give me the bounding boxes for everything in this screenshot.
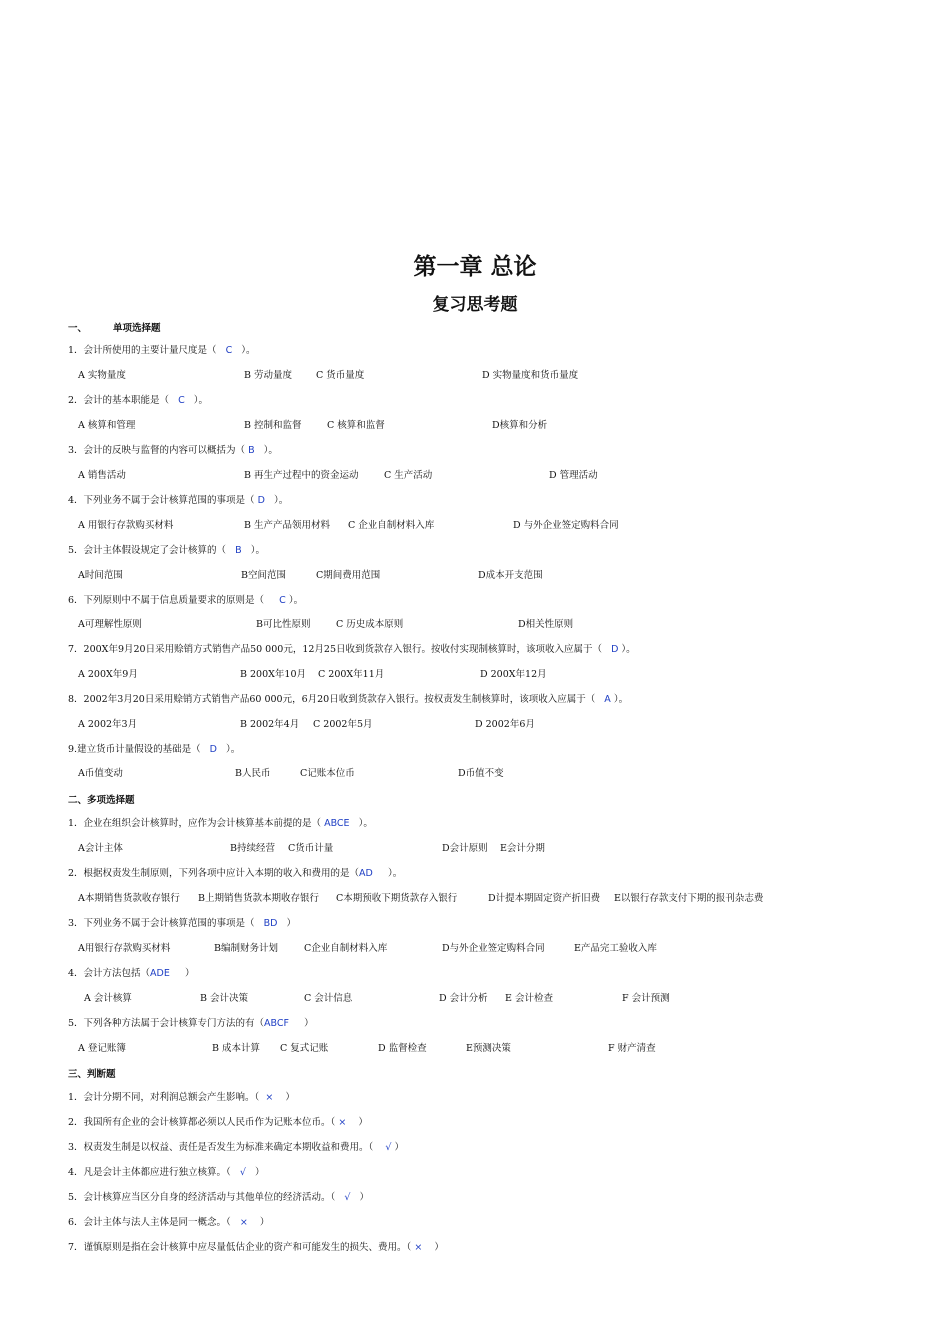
question-text: 5．会计主体假设规定了会计核算的（	[68, 545, 236, 556]
option: B空间范围	[241, 570, 286, 581]
option: A本期销售货款收存银行	[78, 893, 180, 904]
option: D 会计分析	[439, 993, 488, 1004]
section-heading-true-false: 三、判断题	[68, 1069, 116, 1080]
question-tail: ）。	[241, 545, 265, 556]
option: D 200X年12月	[480, 669, 547, 680]
section-title: 单项选择题	[113, 323, 161, 334]
option: E 会计检查	[505, 993, 553, 1004]
question-tail: ）。	[349, 818, 373, 829]
question-tail: ）。	[610, 694, 629, 705]
answer: C	[178, 395, 185, 406]
answer-mark: ×	[414, 1242, 423, 1253]
option: D相关性原则	[518, 619, 574, 630]
section-number: 一、	[68, 323, 88, 334]
option: B编制财务计划	[214, 943, 278, 954]
question	[68, 1191, 369, 1204]
option: E会计分期	[500, 843, 545, 854]
question	[68, 817, 373, 830]
question-tail: ）。	[618, 644, 636, 655]
chapter-title: 第一章 总论	[413, 254, 537, 280]
option: C本期预收下期货款存入银行	[336, 893, 458, 904]
question	[68, 1141, 404, 1154]
option: B 生产产品领用材料	[244, 520, 331, 531]
option: A时间范围	[78, 570, 123, 581]
question-tail: ）	[169, 968, 195, 979]
question-text: 1．企业在组织会计核算时，应作为会计核算基本前提的是（	[68, 818, 325, 829]
question	[68, 344, 256, 357]
question-tail: ）	[245, 1167, 265, 1178]
answer: A	[604, 694, 611, 705]
answer-mark: ×	[239, 1217, 248, 1228]
option: A 2002年3月	[78, 719, 138, 730]
question	[68, 594, 303, 607]
question	[68, 917, 296, 930]
option: C 生产活动	[384, 470, 433, 481]
option: C 2002年5月	[313, 719, 373, 730]
question-text: 3．下列业务不属于会计核算范围的事项是（	[68, 918, 264, 929]
question-tail: ）	[346, 1117, 368, 1128]
question	[68, 643, 636, 656]
question-text: 1．会计分期不同，对利润总额会产生影响。（	[68, 1092, 266, 1103]
question	[68, 1166, 264, 1179]
question-text: 5．会计核算应当区分自身的经济活动与其他单位的经济活动。（	[68, 1192, 345, 1203]
option: F 会计预测	[622, 993, 670, 1004]
option: A 登记账簿	[78, 1043, 126, 1054]
page-subtitle: 复习思考题	[432, 295, 518, 315]
option: C记账本位币	[300, 768, 355, 779]
question	[68, 1091, 295, 1104]
question-text: 6．会计主体与法人主体是同一概念。（	[68, 1217, 240, 1228]
question-tail: ）。	[232, 345, 256, 356]
option: B 控制和监督	[244, 420, 302, 431]
option: C 200X年11月	[318, 669, 385, 680]
answer-mark: √	[344, 1192, 351, 1203]
option: A会计主体	[78, 843, 123, 854]
option: B可比性原则	[256, 619, 311, 630]
option: E产品完工验收入库	[574, 943, 657, 954]
question	[68, 1116, 368, 1129]
option: C 会计信息	[304, 993, 353, 1004]
option: E预测决策	[466, 1043, 511, 1054]
option: B上期销售货款本期收存银行	[198, 893, 319, 904]
question-tail: ）	[277, 918, 297, 929]
option: A 销售活动	[78, 470, 126, 481]
option: A币值变动	[78, 768, 123, 779]
option: D与外企业签定购料合同	[442, 943, 545, 954]
question	[68, 1241, 444, 1254]
question-tail: ）。	[285, 595, 304, 606]
answer-mark: ×	[265, 1092, 274, 1103]
question	[68, 693, 628, 706]
section-heading-multiple-choice: 二、多项选择题	[68, 795, 135, 806]
question-tail: ）。	[254, 445, 278, 456]
answer-mark: ×	[338, 1117, 347, 1128]
question	[68, 1017, 314, 1030]
answer-mark: √	[239, 1167, 246, 1178]
question	[68, 1216, 269, 1229]
question-tail: ）	[350, 1192, 369, 1203]
question-tail: ）	[247, 1217, 270, 1228]
answer: D	[257, 495, 265, 506]
question-text: 8．2002年3月20日采用赊销方式销售产品60 000元，6月20日收到货款存入银行。按权责发生制核算时，该项收入应属于（	[68, 694, 605, 705]
question	[68, 494, 288, 507]
section-heading-single-choice	[68, 320, 161, 334]
question-text: 4．凡是会计主体都应进行独立核算。（	[68, 1167, 240, 1178]
question-text: 1．会计所使用的主要计量尺度是（	[68, 345, 226, 356]
question-text: 3．会计的反映与监督的内容可以概括为（	[68, 445, 249, 456]
question	[68, 867, 402, 880]
question	[68, 444, 278, 457]
option: B人民币	[235, 768, 271, 779]
answer: B	[248, 445, 255, 456]
option: B 成本计算	[212, 1043, 261, 1054]
option: D会计原则	[442, 843, 488, 854]
option: B 200X年10月	[240, 669, 306, 680]
option: D 管理活动	[549, 470, 598, 481]
question-text: 4．下列业务不属于会计核算范围的事项是（	[68, 495, 258, 506]
option: A 核算和管理	[78, 420, 136, 431]
option: C 货币量度	[316, 370, 365, 381]
option: B 劳动量度	[244, 370, 293, 381]
question-text: 7．谨慎原则是指在会计核算中应尽量低估企业的资产和可能发生的损失、费用。（	[68, 1242, 415, 1253]
option: C货币计量	[288, 843, 334, 854]
answer-mark: √	[385, 1142, 392, 1153]
question-text: 5．下列各种方法属于会计核算专门方法的有（	[68, 1018, 265, 1029]
option: D 2002年6月	[475, 719, 535, 730]
answer: AD	[359, 868, 373, 879]
question-tail: ）。	[264, 495, 289, 506]
option: A可理解性原则	[78, 619, 142, 630]
option: D 监督检查	[378, 1043, 427, 1054]
option: C企业自制材料入库	[304, 943, 388, 954]
option: C 历史成本原则	[336, 619, 404, 630]
question-text: 2．我国所有企业的会计核算都必须以人民币作为记账本位币。（	[68, 1117, 339, 1128]
question-text: 2．根据权责发生制原则，下列各项中应计入本期的收入和费用的是（	[68, 868, 360, 879]
question-text: 6．下列原则中不属于信息质量要求的原则是（	[68, 595, 280, 606]
option: D币值不变	[458, 768, 504, 779]
question	[68, 394, 208, 407]
answer: D	[209, 744, 217, 755]
option: B 会计决策	[200, 993, 249, 1004]
question-text: 4．会计方法包括（	[68, 968, 151, 979]
question-tail: ）。	[216, 744, 241, 755]
answer: ADE	[150, 968, 170, 979]
question-tail: ）。	[372, 868, 403, 879]
answer: B	[235, 545, 242, 556]
question-tail: ）。	[184, 395, 209, 406]
option: C 复式记账	[280, 1043, 329, 1054]
option: C期间费用范围	[316, 570, 381, 581]
question-text: 2．会计的基本职能是（	[68, 395, 179, 406]
option: C 企业自制材料入库	[348, 520, 435, 531]
option: C 核算和监督	[327, 420, 385, 431]
question	[68, 544, 265, 557]
option: D 与外企业签定购料合同	[513, 520, 619, 531]
option: B 再生产过程中的资金运动	[244, 470, 359, 481]
option: A 200X年9月	[78, 669, 138, 680]
question-tail: ）	[273, 1092, 295, 1103]
answer: C	[279, 595, 286, 606]
question-text: 3．权责发生制是以权益、责任是否发生为标准来确定本期收益和费用。（	[68, 1142, 386, 1153]
answer: ABCF	[264, 1018, 289, 1029]
question-text: 7．200X年9月20日采用赊销方式销售产品50 000元，12月25日收到货款存入银行。按收付实现制核算时，该项收入应属于（	[68, 644, 612, 655]
option: D 实物量度和货币量度	[482, 370, 579, 381]
option: D计提本期固定资产折旧费	[488, 893, 601, 904]
option: B 2002年4月	[240, 719, 300, 730]
question-tail: ）	[391, 1142, 404, 1153]
answer: D	[611, 644, 619, 655]
option: F 财产清查	[608, 1043, 656, 1054]
question	[68, 743, 240, 756]
question-tail: ）	[422, 1242, 444, 1253]
option: D成本开支范围	[478, 570, 543, 581]
option: A 用银行存款购买材料	[78, 520, 174, 531]
question	[68, 967, 194, 980]
answer: C	[225, 345, 233, 356]
answer: BD	[263, 918, 278, 929]
answer: ABCE	[324, 818, 350, 829]
option: A 实物量度	[78, 370, 126, 381]
option: B持续经营	[230, 843, 275, 854]
option: D核算和分析	[492, 420, 548, 431]
option: A 会计核算	[84, 993, 132, 1004]
question-text: 9.建立货币计量假设的基础是（	[68, 744, 210, 755]
option: E以银行存款支付下期的报刊杂志费	[614, 893, 764, 904]
question-tail: ）	[289, 1018, 314, 1029]
option: A用银行存款购买材料	[78, 943, 171, 954]
